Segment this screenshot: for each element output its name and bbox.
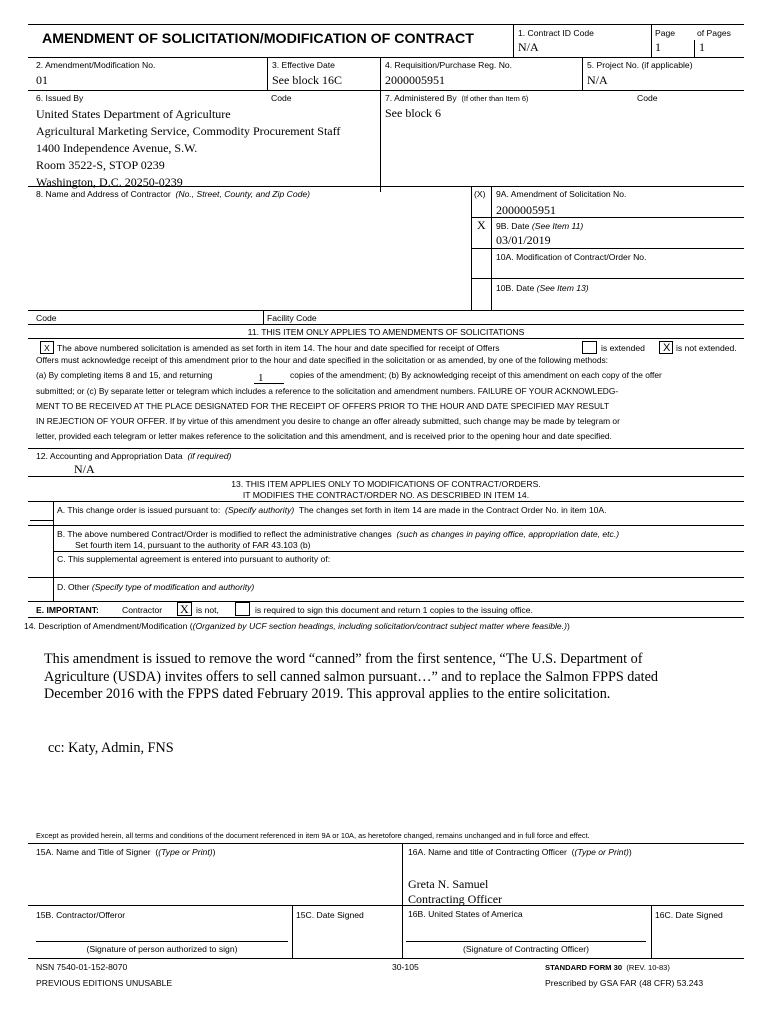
standard-form-rev: (REV. 10-83): [626, 963, 670, 972]
item12-note: (if required): [187, 451, 232, 461]
req-no-value[interactable]: 2000005951: [385, 73, 445, 87]
date-15c-label: 15C. Date Signed: [296, 910, 364, 920]
divider: [30, 520, 53, 521]
item11-copies-value[interactable]: 1: [258, 372, 264, 384]
standard-form-name: STANDARD FORM 30: [545, 963, 623, 972]
date-10b-note: (See Item 13): [536, 283, 589, 293]
item11-line3b: copies of the amendment; (b) By acknowledging receipt of this amendment on each copy of the offer: [290, 370, 662, 380]
signer-15a-label-text: 15A. Name and Title of Signer: [36, 847, 151, 857]
divider: [263, 310, 264, 324]
contractor-code-label: Code: [36, 313, 57, 323]
item11-line7: letter, provided each telegram or letter makes reference to the solicitation and this amendment, and is received prior to the opening hour and date specified.: [36, 431, 612, 441]
sig-16-caption: (Signature of Contracting Officer): [463, 944, 589, 954]
divider: [28, 57, 744, 58]
item13-b-label-text: B. The above numbered Contract/Order is modified to reflect the administrative changes: [57, 529, 392, 539]
item13-d-label: [57, 582, 254, 592]
divider: [28, 905, 744, 906]
administered-by-note: (If other than Item 6): [461, 94, 529, 103]
amend-solicitation-label: 9A. Amendment of Solicitation No.: [496, 189, 627, 199]
of-pages-label: of Pages: [697, 28, 731, 38]
item14-label: 14. Description of Amendment/Modification ((Organized by UCF section headings, including solicitation/contract subject matter where feasible.)): [24, 621, 570, 631]
item11-header: 11. THIS ITEM ONLY APPLIES TO AMENDMENTS OF SOLICITATIONS: [247, 327, 525, 337]
important-x: X: [180, 602, 189, 616]
signer-15a-note: (Type or Print): [158, 847, 213, 857]
divider: [28, 601, 744, 602]
item13-b-line2: Set fourth item 14, pursuant to the authority of FAR 43.103 (b): [75, 540, 311, 550]
item13-c-label: C. This supplemental agreement is entered into pursuant to authority of:: [57, 554, 331, 564]
cc-line[interactable]: cc: Katy, Admin, FNS: [48, 740, 174, 756]
issued-by-label: 6. Issued By: [36, 93, 84, 103]
issued-by-line: Washington, D.C. 20250-0239: [36, 175, 183, 189]
divider: [651, 24, 652, 57]
description-line: Agriculture (USDA) invites offers to sell canned salmon pursuant…” and to replace the Salmon FPPS dated: [44, 668, 659, 685]
divider: [28, 338, 744, 339]
important-label: E. IMPORTANT:: [36, 605, 99, 615]
project-no-value[interactable]: N/A: [587, 73, 608, 87]
item13-b-note: (such as changes in paying office, appropriation date, etc.): [396, 529, 620, 539]
divider: [471, 278, 744, 279]
issued-by-line: 1400 Independence Avenue, S.W.: [36, 141, 198, 155]
amend-solicitation-value[interactable]: 2000005951: [496, 203, 556, 217]
important-is-not: is not,: [196, 605, 219, 615]
divider: [267, 57, 268, 90]
is-extended-label: is extended: [601, 343, 645, 353]
item11-line3a: (a) By completing items 8 and 15, and returning: [36, 370, 213, 380]
important-rest: is required to sign this document and return 1 copies to the issuing office.: [255, 605, 533, 615]
date-10b-label: [496, 283, 589, 293]
mod-10a-label: 10A. Modification of Contract/Order No.: [496, 252, 647, 262]
item13-d-label-text: D. Other: [57, 582, 90, 592]
item11-checkbox-x: X: [44, 343, 50, 353]
contractor-label-text: 8. Name and Address of Contractor: [36, 189, 171, 199]
divider: [28, 958, 744, 959]
divider: [651, 905, 652, 959]
item11-line6: IN REJECTION OF YOUR OFFER. If by virtue of this amendment you desire to change an offer already submitted, such change may be made by telegram or: [36, 416, 620, 426]
divider: [380, 57, 381, 192]
issued-by-address[interactable]: [36, 106, 340, 191]
item14-note: (Organized by UCF section headings, including solicitation/contract subject matter where feasible.): [192, 621, 567, 631]
signer-15a-label: 15A. Name and Title of Signer ((Type or Print)): [36, 847, 216, 857]
contractor-15b-label: 15B. Contractor/Offeror: [36, 910, 126, 920]
officer-16a-label: 16A. Name and title of Contracting Officer ((Type or Print)): [408, 847, 632, 857]
is-not-extended-x: X: [663, 342, 671, 354]
date-9b-note: (See Item 11): [531, 221, 584, 231]
item13-a-label-text: A. This change order is issued pursuant to:: [57, 505, 221, 515]
date-9b-label: [496, 221, 583, 231]
item11-line5: MENT TO BE RECEIVED AT THE PLACE DESIGNATED FOR THE RECEIPT OF OFFERS PRIOR TO THE HOUR AND DATE SPECIFIED MAY RESULT: [36, 401, 610, 411]
description-text[interactable]: [44, 651, 658, 704]
divider: [28, 310, 744, 311]
divider: [53, 551, 744, 552]
administered-code-label: Code: [637, 93, 658, 103]
nsn: NSN 7540-01-152-8070: [36, 962, 128, 972]
x-column-header: (X): [474, 189, 486, 199]
item13-header2: IT MODIFIES THE CONTRACT/ORDER NO. AS DESCRIBED IN ITEM 14.: [242, 490, 530, 500]
item12-value[interactable]: N/A: [74, 462, 95, 476]
date-9b-label-text: 9B. Date: [496, 221, 530, 231]
prescribed-by: Prescribed by GSA FAR (48 CFR) 53.243: [545, 978, 704, 988]
effective-date-label: 3. Effective Date: [272, 60, 335, 70]
officer-title[interactable]: Contracting Officer: [408, 892, 503, 906]
previous-editions: PREVIOUS EDITIONS UNUSABLE: [36, 978, 173, 988]
item13-a-label: [57, 505, 607, 515]
divider: [582, 57, 583, 90]
amend-no-label: 2. Amendment/Modification No.: [36, 60, 156, 70]
divider: [28, 476, 744, 477]
page-label: Page: [655, 28, 676, 38]
form-title: AMENDMENT OF SOLICITATION/MODIFICATION OF CONTRACT: [42, 31, 474, 47]
divider: [402, 843, 403, 959]
item12-label-text: 12. Accounting and Appropriation Data: [36, 451, 183, 461]
effective-date-value[interactable]: See block 16C: [272, 73, 342, 87]
facility-code-label: Facility Code: [267, 313, 317, 323]
page-value[interactable]: 1: [655, 40, 661, 54]
description-line: This amendment is issued to remove the word “canned” from the first sentence, “The U.S. Department of: [44, 651, 643, 667]
officer-16a-note: (Type or Print): [574, 847, 629, 857]
date-10b-label-text: 10B. Date: [496, 283, 535, 293]
divider: [28, 577, 744, 578]
divider: [292, 905, 293, 959]
date-9b-value[interactable]: 03/01/2019: [496, 233, 551, 247]
contract-id-value[interactable]: N/A: [518, 40, 539, 54]
item14-label-text: 14. Description of Amendment/Modification: [24, 621, 188, 631]
item11-line1: The above numbered solicitation is amended as set forth in item 14. The hour and date specified for receipt of Offers: [57, 343, 500, 353]
is-not-extended-label: is not extended.: [676, 343, 737, 353]
standard-form: [545, 963, 670, 973]
divider: [28, 501, 744, 502]
item13-d-note: (Specify type of modification and authority): [91, 582, 255, 592]
divider: [513, 24, 514, 57]
amend-no-value[interactable]: 01: [36, 73, 48, 87]
issued-by-line: Agricultural Marketing Service, Commodity Procurement Staff: [36, 124, 341, 138]
project-no-label: 5. Project No. (if applicable): [587, 60, 693, 70]
sig-15-caption: (Signature of person authorized to sign): [86, 944, 238, 954]
is-required-checkbox[interactable]: [235, 602, 250, 616]
divider: [28, 324, 744, 325]
divider: [471, 217, 744, 218]
divider: [471, 248, 744, 249]
description-line: December 2016 with the FPPS dated February 2019. This approval applies to the entire solicitation.: [44, 686, 611, 702]
issued-by-line: Room 3522-S, STOP 0239: [36, 158, 165, 172]
divider: [28, 843, 744, 844]
contractor-note: (No., Street, County, and Zip Code): [175, 189, 311, 199]
divider: [28, 90, 744, 91]
form-top-border: [28, 24, 744, 25]
divider: [694, 40, 695, 57]
contractor-label: [36, 189, 310, 199]
administered-by-label: [385, 93, 528, 104]
item12-label: [36, 451, 231, 461]
date-16c-label: 16C. Date Signed: [655, 910, 723, 920]
divider: [28, 617, 744, 618]
req-no-label: 4. Requisition/Purchase Reg. No.: [385, 60, 513, 70]
x-9a-mark[interactable]: X: [477, 218, 486, 232]
officer-16a-label-text: 16A. Name and title of Contracting Officer: [408, 847, 567, 857]
item13-b-label: [57, 529, 619, 539]
important-contractor: Contractor: [122, 605, 163, 615]
administered-by-label-text: 7. Administered By: [385, 93, 457, 103]
of-pages-value[interactable]: 1: [699, 40, 705, 54]
divider: [28, 525, 744, 526]
divider: [28, 448, 744, 449]
officer-name[interactable]: Greta N. Samuel: [408, 877, 489, 891]
item13-a-note: (Specify authority): [225, 505, 295, 515]
form-code: 30-105: [392, 962, 419, 972]
administered-by-value[interactable]: See block 6: [385, 106, 441, 120]
except-line: Except as provided herein, all terms and conditions of the document referenced in item 9A or 10A, as heretofore changed, remains unchanged and in full force and effect.: [36, 831, 590, 840]
contract-id-label: 1. Contract ID Code: [518, 28, 594, 38]
item11-line2: Offers must acknowledge receipt of this amendment prior to the hour and date specified in the solicitation or as amended, by one of the following methods:: [36, 355, 608, 365]
divider: [28, 186, 744, 187]
usa-16b-label: 16B. United States of America: [408, 909, 523, 919]
issued-by-line: United States Department of Agriculture: [36, 107, 231, 121]
item13-a-rest: The changes set forth in item 14 are made in the Contract Order No. in item 10A.: [298, 505, 607, 515]
item13-header1: 13. THIS ITEM APPLIES ONLY TO MODIFICATIONS OF CONTRACT/ORDERS.: [231, 479, 541, 489]
item11-line4: submitted; or (c) By separate letter or telegram which includes a reference to the solicitation and amendment numbers. FAILURE OF YOUR ACKNOWLEDG-: [36, 386, 619, 396]
signature-15-line[interactable]: [36, 941, 288, 942]
signature-16-line[interactable]: [406, 941, 646, 942]
issued-by-code-label: Code: [271, 93, 292, 103]
